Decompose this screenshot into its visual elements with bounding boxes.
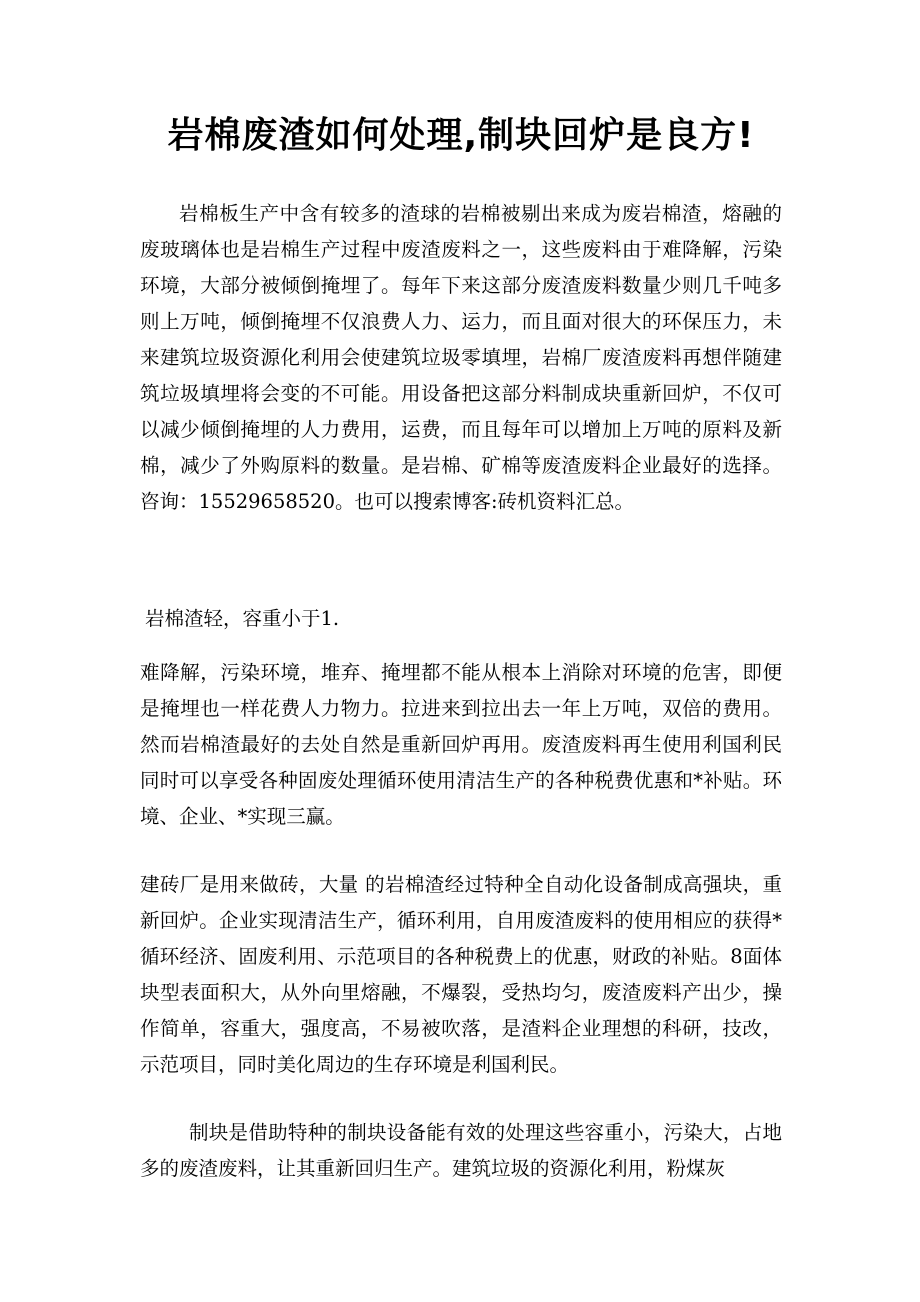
document-title: 岩棉废渣如何处理,制块回炉是良方!	[167, 115, 755, 156]
paragraph-block-making: 制块是借助特种的制块设备能有效的处理这些容重小，污染大，占地多的废渣废料，让其重新回归生产。建筑垃圾的资源化利用，粉煤灰	[140, 1121, 782, 1180]
paragraph-pollution: 难降解，污染环境，堆弃、掩埋都不能从根本上消除对环境的危害，即便是掩埋也一样花费人力物力。拉进来到拉出去一年上万吨，双倍的费用。然而岩棉渣最好的去处自然是重新回炉再用。废渣废料再生使用利国利民同时可以享受各种固废处理循环使用清洁生产的各种税费优惠和*补贴。环境、企业、*实现三赢。	[140, 661, 782, 828]
paragraph-brick-factory: 建砖厂是用来做砖，大量 的岩棉渣经过特种全自动化设备制成高强块，重新回炉。企业实现清洁生产，循环利用，自用废渣废料的使用相应的获得*循环经济、固废利用、示范项目的各种税费上的优惠，财政的补贴。8面体块型表面积大，从外向里熔融，不爆裂，受热均匀，废渣废料产出少，操作简单，容重大，强度高，不易被吹落，是渣料企业理想的科研，技改，示范项目，同时美化周边的生存环境是利国利民。	[140, 873, 782, 1076]
paragraph-density: 岩棉渣轻，容重小于1.	[145, 607, 340, 630]
paragraph-intro: 岩棉板生产中含有较多的渣球的岩棉被剔出来成为废岩棉渣，熔融的废玻璃体也是岩棉生产过程中废渣废料之一，这些废料由于难降解，污染环境，大部分被倾倒掩埋了。每年下来这部分废渣废料数量少则几千吨多则上万吨，倾倒掩埋不仅浪费人力、运力，而且面对很大的环保压力，未来建筑垃圾资源化利用会使建筑垃圾零填埋，岩棉厂废渣废料再想伴随建筑垃圾填埋将会变的不可能。用设备把这部分料制成块重新回炉，不仅可以减少倾倒掩埋的人力费用，运费，而且每年可以增加上万吨的原料及新棉，减少了外购原料的数量。是岩棉、矿棉等废渣废料企业最好的选择。咨询：15529658520。也可以搜索博客:砖机资料汇总。	[140, 202, 782, 513]
document-page	[140, 0, 782, 1302]
